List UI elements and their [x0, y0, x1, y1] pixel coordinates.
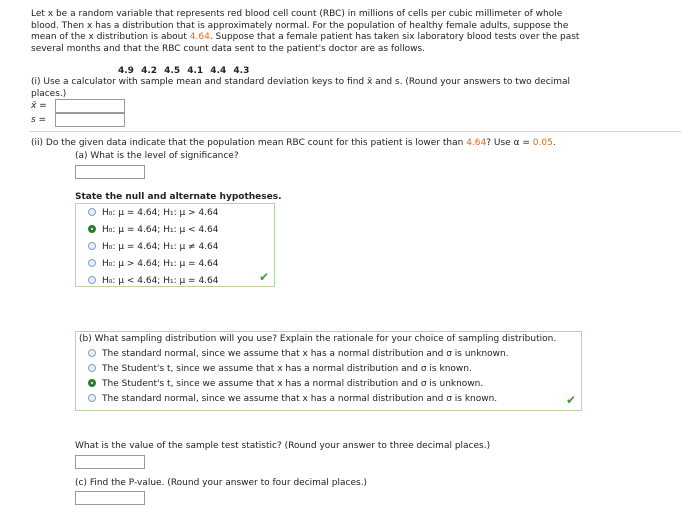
- sampling-option-2-text: The Student's t, since we assume that x has a normal distribution and σ is known.: [102, 364, 472, 374]
- xbar-label: x̄ =: [31, 101, 47, 111]
- alpha-value: 0.05: [532, 138, 553, 148]
- part-ii-text-a: (ii) Do the given data indicate that the population mean RBC count for this patient is lower than: [31, 138, 467, 148]
- hypothesis-option-4-text: H₀: μ > 4.64; H₁: μ = 4.64: [102, 259, 219, 269]
- significance-input[interactable]: [75, 165, 145, 179]
- s-label: s =: [31, 115, 47, 125]
- mean-value: 4.64: [189, 32, 210, 42]
- significance-question: (a) What is the level of significance?: [75, 151, 239, 161]
- hypotheses-panel: [75, 203, 275, 287]
- sampling-radio-1[interactable]: [88, 349, 96, 357]
- xbar-input[interactable]: [55, 99, 125, 113]
- correct-check-icon-b: ✔: [566, 393, 577, 407]
- sampling-option-1-text: The standard normal, since we assume that x has a normal distribution and σ is unknown.: [102, 349, 509, 359]
- hypothesis-option-3-text: H₀: μ = 4.64; H₁: μ ≠ 4.64: [102, 242, 219, 252]
- s-input[interactable]: [55, 113, 125, 127]
- section-divider: [30, 131, 681, 132]
- hypothesis-option-5-text: H₀: μ < 4.64; H₁: μ = 4.64: [102, 276, 219, 286]
- sampling-distribution-panel: [75, 331, 582, 411]
- mu-value: 4.64: [466, 138, 487, 148]
- sampling-option-3-text: The Student's t, since we assume that x has a normal distribution and σ is unknown.: [102, 379, 484, 389]
- correct-check-icon: ✔: [259, 270, 270, 284]
- part-ii-text-b: ? Use α =: [486, 138, 533, 148]
- intro-line-3: [31, 32, 681, 44]
- hypothesis-option-2-text: H₀: μ = 4.64; H₁: μ < 4.64: [102, 225, 219, 235]
- part-i-line-2: places.): [31, 88, 67, 99]
- part-ii-question: [31, 138, 556, 149]
- hypothesis-radio-2-selected[interactable]: [88, 225, 96, 233]
- hypothesis-radio-1[interactable]: [88, 208, 96, 216]
- hypothesis-option-1-text: H₀: μ = 4.64; H₁: μ > 4.64: [102, 208, 219, 218]
- sampling-distribution-prompt: (b) What sampling distribution will you use? Explain the rationale for your choice of sampling distribution.: [79, 334, 557, 344]
- sampling-radio-3-selected[interactable]: [88, 379, 96, 387]
- part-i-line-1: (i) Use a calculator with sample mean and standard deviation keys to find x̄ and s. (Round your answers to two decimal: [31, 77, 571, 87]
- hypotheses-prompt: State the null and alternate hypotheses.: [75, 192, 282, 202]
- hypothesis-radio-5[interactable]: [88, 276, 96, 284]
- intro-line-3a: mean of the x distribution is about: [31, 32, 190, 42]
- p-value-input[interactable]: [75, 491, 145, 505]
- sampling-radio-2[interactable]: [88, 364, 96, 372]
- hypothesis-radio-3[interactable]: [88, 242, 96, 250]
- test-statistic-question: What is the value of the sample test statistic? (Round your answer to three decimal places.): [75, 441, 491, 451]
- p-value-question: (c) Find the P-value. (Round your answer to four decimal places.): [75, 478, 368, 488]
- sampling-option-4-text: The standard normal, since we assume that x has a normal distribution and σ is known.: [102, 394, 498, 404]
- intro-line-3b: . Suppose that a female patient has taken six laboratory blood tests over the past: [209, 32, 580, 42]
- intro-line-4: several months and that the RBC count data sent to the patient's doctor are as follows.: [31, 43, 426, 54]
- test-statistic-input[interactable]: [75, 455, 145, 469]
- sampling-radio-4[interactable]: [88, 394, 96, 402]
- part-ii-text-c: .: [552, 138, 556, 148]
- intro-line-1: Let x be a random variable that represents red blood cell count (RBC) in millions of cells per cubic millimeter of whole: [31, 9, 563, 19]
- hypothesis-radio-4[interactable]: [88, 259, 96, 267]
- problem-intro: [31, 9, 681, 55]
- intro-line-2: blood. Then x has a distribution that is approximately normal. For the population of healthy female adults, suppose the: [31, 20, 569, 31]
- rbc-data-values: 4.9 4.2 4.5 4.1 4.4 4.3: [118, 66, 250, 76]
- part-i-question: [31, 77, 681, 100]
